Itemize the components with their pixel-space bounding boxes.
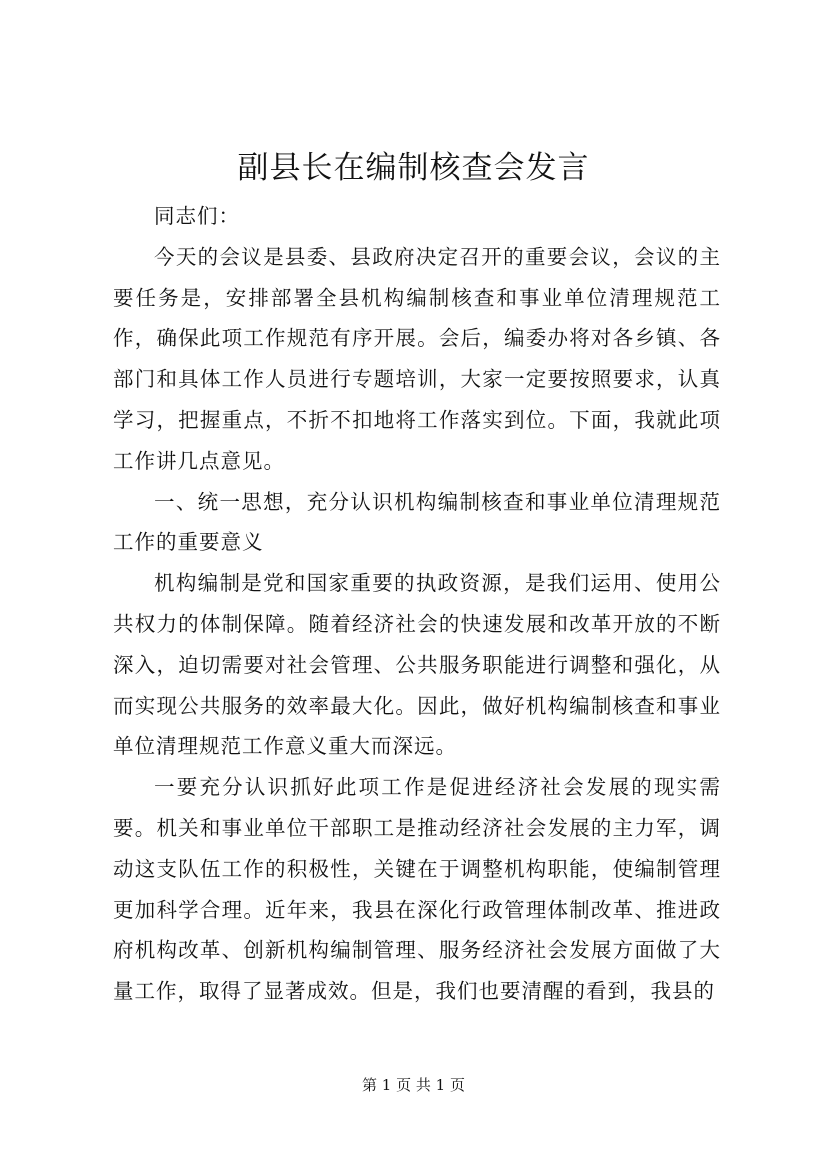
page-footer: 第 1 页 共 1 页 (362, 1076, 465, 1094)
document-title: 副县长在编制核查会发言 (237, 150, 590, 186)
section-heading-1: 一、统一思想，充分认识机构编制核查和事业单位清理规范工作的重要意义 (113, 489, 721, 555)
document-body (113, 196, 721, 1012)
intro-paragraph: 今天的会议是县委、县政府决定召开的重要会议，会议的主要任务是，安排部署全县机构编制核查和事业单位清理规范工作，确保此项工作规范有序开展。会后，编委办将对各乡镇、各部门和具体工作人员进行专题培训，大家一定要按照要求，认真学习，把握重点，不折不扣地将工作落实到位。下面，我就此项工作讲几点意见。 (113, 244, 721, 473)
body-paragraph: 一要充分认识抓好此项工作是促进经济社会发展的现实需要。机关和事业单位干部职工是推动经济社会发展的主力军，调动这支队伍工作的积极性，关键在于调整机构职能，使编制管理更加科学合理。近年来，我县在深化行政管理体制改革、推进政府机构改革、创新机构编制管理、服务经济社会发展方面做了大量工作，取得了显著成效。但是，我们也要清醒的看到，我县的 (113, 775, 721, 1004)
body-paragraph: 机构编制是党和国家重要的执政资源，是我们运用、使用公共权力的体制保障。随着经济社会的快速发展和改革开放的不断深入，迫切需要对社会管理、公共服务职能进行调整和强化，从而实现公共服务的效率最大化。因此，做好机构编制核查和事业单位清理规范工作意义重大而深远。 (113, 571, 721, 759)
salutation-paragraph: 同志们： (154, 204, 240, 228)
